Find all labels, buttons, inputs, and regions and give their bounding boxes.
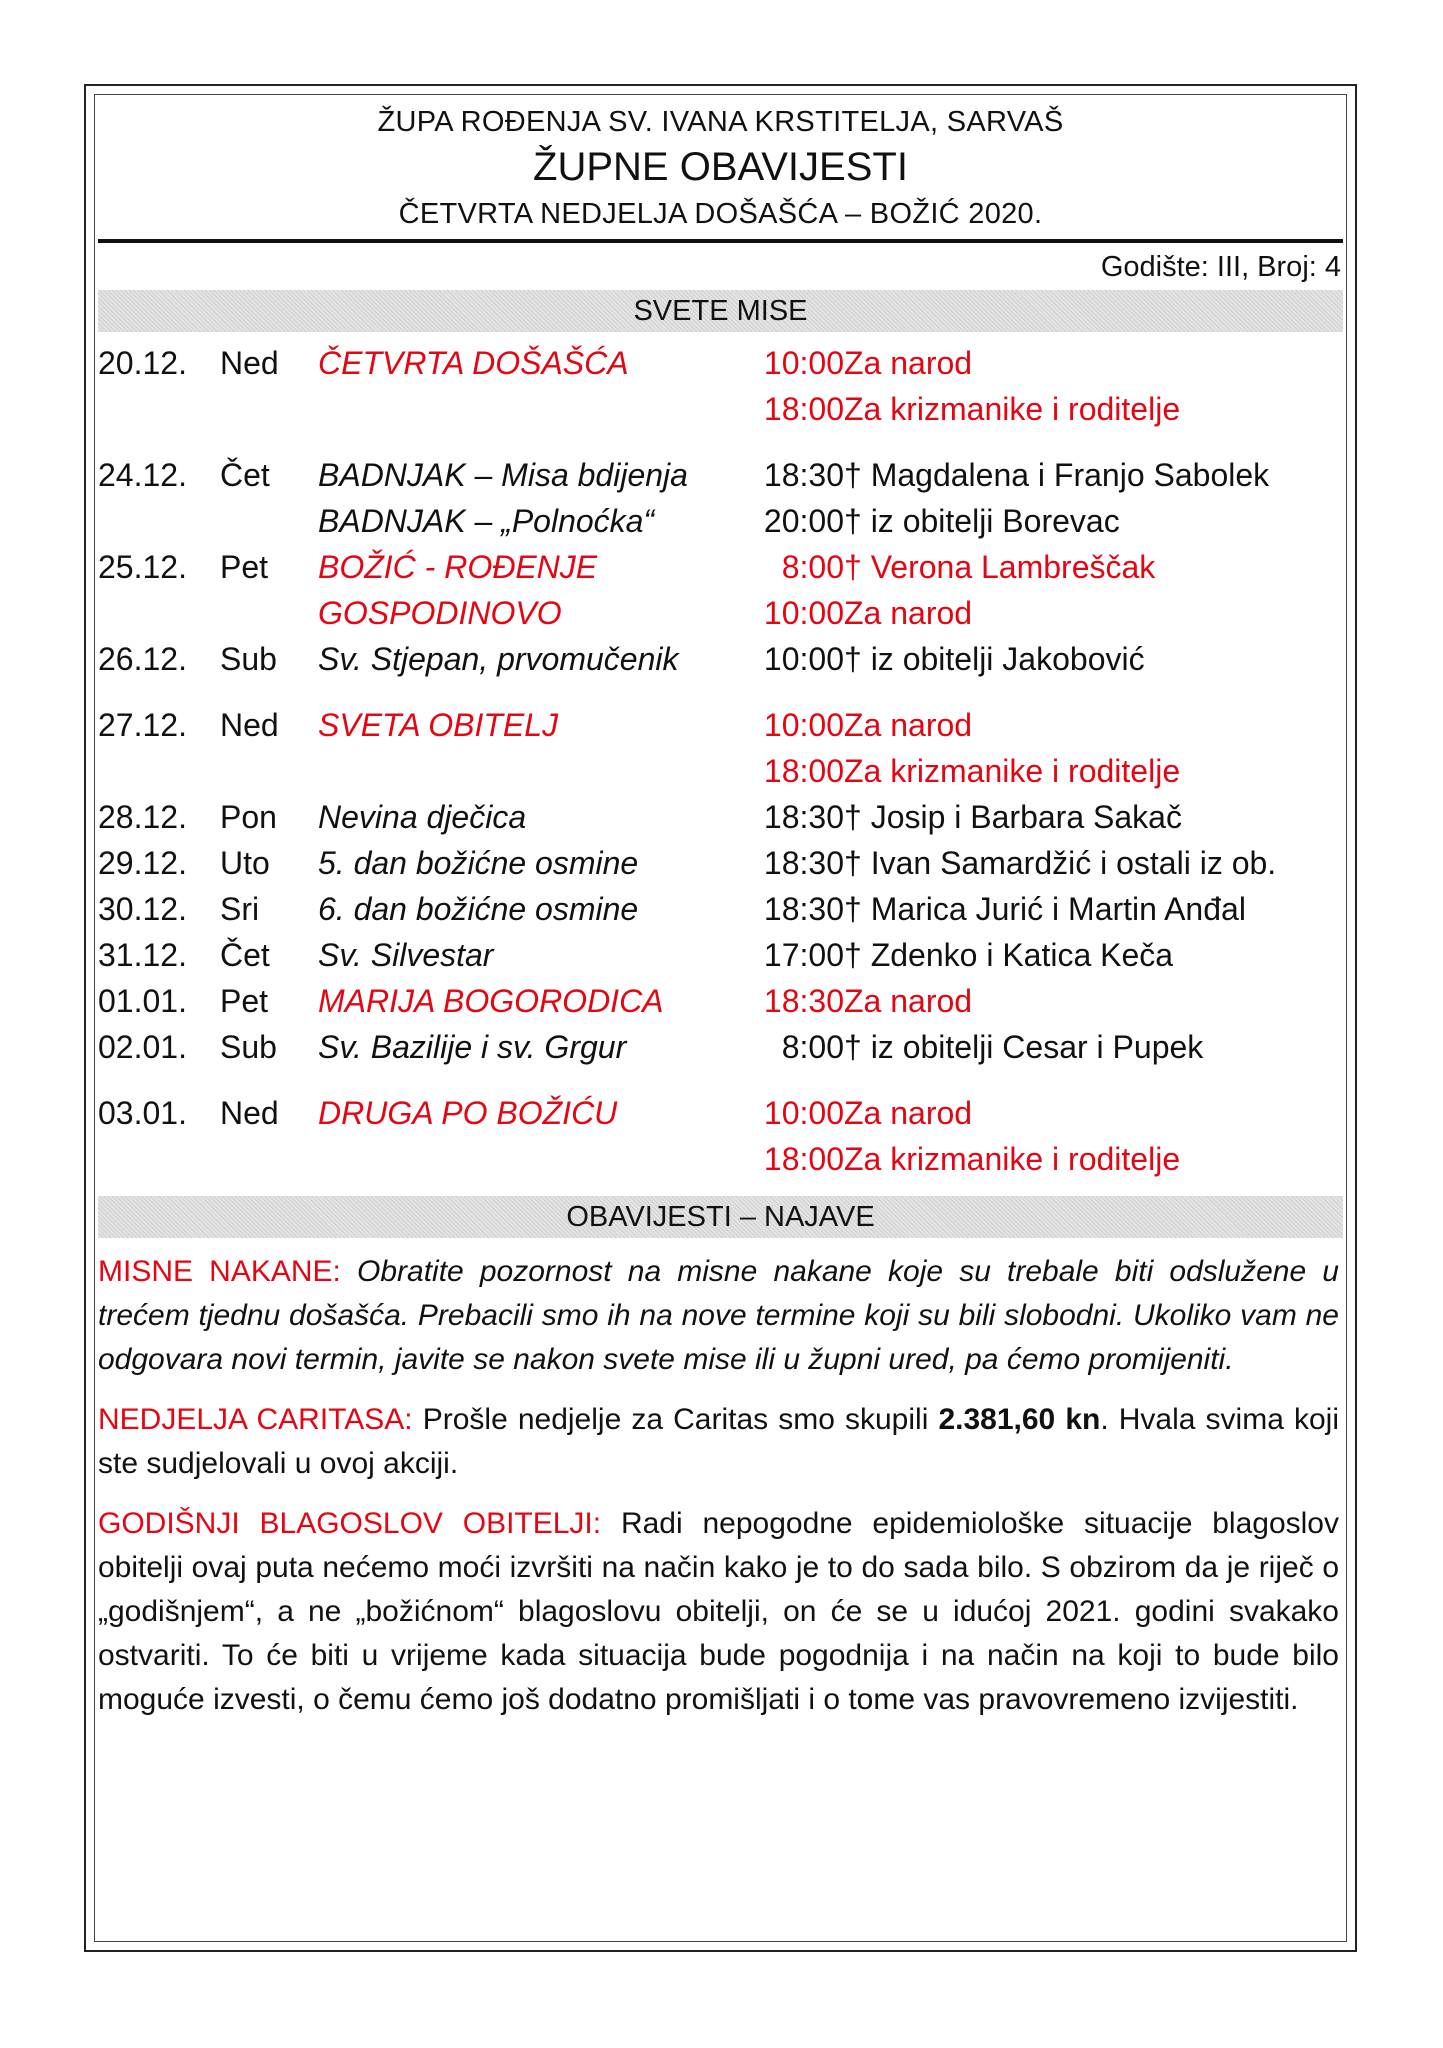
- mass-intention: † iz obitelji Borevac: [844, 502, 1120, 539]
- mass-intention: Za narod: [844, 344, 973, 381]
- mass-date: 27.12.: [98, 706, 187, 743]
- mass-intention: † Marica Jurić i Martin Anđal: [844, 890, 1246, 927]
- mass-day: Pet: [220, 982, 269, 1019]
- mass-row: [98, 1024, 1343, 1070]
- mass-intention: † iz obitelji Cesar i Pupek: [844, 1028, 1204, 1065]
- mass-row: [98, 1090, 1343, 1136]
- notice-caritas: [98, 1398, 1339, 1486]
- notice-text: Radi nepogodne epidemiološke situacije blagoslov obitelji ovaj puta nećemo moći izvršiti na način kako je to do sada bilo. S obzirom da je riječ o „godišnjem“, a ne „božićnom“ blagoslovu obitelji, on će se u idućoj 2021. godini svakako ostvariti. To će biti u vrijeme kada situacija bude pogodnija i na način na koji to bude bilo moguće izvesti, o čemu ćemo još dodatno promišljati i o tome vas pravovremeno izvijestiti.: [98, 1507, 1339, 1716]
- row-spacer: [98, 1070, 1343, 1090]
- mass-day: Sub: [220, 1028, 277, 1065]
- mass-date: [98, 498, 220, 544]
- mass-time: 18:30: [763, 890, 844, 927]
- notice-label: NEDJELJA CARITASA:: [98, 1403, 413, 1436]
- mass-feast: Nevina dječica: [318, 798, 527, 835]
- mass-row: [98, 498, 1343, 544]
- issue-number: Godište: III, Broj: 4: [1100, 251, 1341, 283]
- mass-date: [98, 386, 220, 432]
- row-spacer: [98, 682, 1343, 702]
- mass-feast: 5. dan božićne osmine: [318, 844, 639, 881]
- mass-day: Ned: [220, 344, 279, 381]
- mass-feast: Sv. Bazilije i sv. Grgur: [318, 1028, 627, 1065]
- mass-row: [98, 886, 1343, 932]
- mass-day: [220, 748, 318, 794]
- mass-feast: BADNJAK – Misa bdijenja: [318, 456, 688, 493]
- mass-date: [98, 748, 220, 794]
- mass-date: 02.01.: [98, 1028, 187, 1065]
- mass-day: [220, 386, 318, 432]
- mass-row: [98, 544, 1343, 590]
- mass-time: 10:00: [763, 1094, 844, 1131]
- mass-intention: Za krizmanike i roditelje: [844, 752, 1181, 789]
- mass-date: 20.12.: [98, 344, 187, 381]
- mass-feast: [318, 1136, 730, 1182]
- mass-day: Ned: [220, 706, 279, 743]
- mass-date: 25.12.: [98, 548, 187, 585]
- mass-row: [98, 932, 1343, 978]
- mass-day: Ned: [220, 1094, 279, 1131]
- mass-day: Pon: [220, 798, 277, 835]
- mass-feast: GOSPODINOVO: [318, 594, 562, 631]
- mass-date: 24.12.: [98, 456, 187, 493]
- mass-intention: † Josip i Barbara Sakač: [844, 798, 1182, 835]
- mass-time: 18:00: [763, 1140, 844, 1177]
- notice-mass-intentions: [98, 1250, 1339, 1382]
- mass-intention: Za krizmanike i roditelje: [844, 1140, 1181, 1177]
- mass-feast: SVETA OBITELJ: [318, 706, 559, 743]
- notice-label: GODIŠNJI BLAGOSLOV OBITELJI:: [98, 1507, 602, 1540]
- section-header-masses: SVETE MISE: [98, 290, 1343, 332]
- mass-time: 18:30: [763, 844, 844, 881]
- mass-row: [98, 636, 1343, 682]
- mass-day: [220, 590, 318, 636]
- mass-time: 17:00: [763, 936, 844, 973]
- mass-day: Čet: [220, 936, 270, 973]
- mass-feast: [318, 748, 730, 794]
- mass-row: [98, 590, 1343, 636]
- mass-feast: [318, 386, 730, 432]
- mass-date: 31.12.: [98, 936, 187, 973]
- mass-date: 29.12.: [98, 844, 187, 881]
- parish-name: ŽUPA ROĐENJA SV. IVANA KRSTITELJA, SARVAŠ: [377, 106, 1064, 138]
- mass-feast: Sv. Stjepan, prvomučenik: [318, 640, 679, 677]
- notice-text: Prošle nedjelje za Caritas smo skupili: [422, 1403, 929, 1436]
- header-divider: [98, 239, 1343, 243]
- notice-label: MISNE NAKANE:: [98, 1255, 341, 1288]
- mass-intention: † Zdenko i Katica Keča: [844, 936, 1174, 973]
- mass-feast: MARIJA BOGORODICA: [318, 982, 664, 1019]
- notices-body: [98, 1250, 1343, 1722]
- mass-row: [98, 748, 1343, 794]
- mass-row: [98, 794, 1343, 840]
- mass-date: 30.12.: [98, 890, 187, 927]
- mass-intention: Za narod: [844, 706, 973, 743]
- mass-time: 18:30: [763, 456, 844, 493]
- mass-intention: Za narod: [844, 982, 973, 1019]
- page-title: ŽUPNE OBAVIJESTI: [533, 145, 908, 189]
- mass-intention: † Verona Lambreščak: [844, 548, 1156, 585]
- mass-time: 10:00: [763, 594, 844, 631]
- mass-row: [98, 340, 1343, 386]
- mass-day: Sub: [220, 640, 277, 677]
- mass-time: 18:00: [763, 752, 844, 789]
- bulletin-content: [98, 98, 1343, 1738]
- notice-family-blessing: [98, 1502, 1339, 1722]
- mass-day: Čet: [220, 456, 270, 493]
- mass-row: [98, 702, 1343, 748]
- mass-time: 10:00: [763, 706, 844, 743]
- mass-time: 8:00: [781, 548, 844, 585]
- mass-row: [98, 386, 1343, 432]
- mass-schedule-table: [98, 340, 1343, 1182]
- mass-row: [98, 452, 1343, 498]
- mass-day: [220, 1136, 318, 1182]
- mass-time: 18:30: [763, 982, 844, 1019]
- mass-intention: † iz obitelji Jakobović: [844, 640, 1145, 677]
- notice-text: Obratite pozornost na misne nakane koje su trebale biti odslužene u trećem tjednu došašća. Prebacili smo ih na nove termine koji su bili slobodni. Ukoliko vam ne odgovara novi termin, javite se nakon svete mise ili u župni ured, pa ćemo promijeniti.: [98, 1255, 1339, 1376]
- mass-feast: Sv. Silvestar: [318, 936, 494, 973]
- mass-feast: 6. dan božićne osmine: [318, 890, 639, 927]
- mass-date: 26.12.: [98, 640, 187, 677]
- page-subtitle: ČETVRTA NEDJELJA DOŠAŠĆA – BOŽIĆ 2020.: [398, 198, 1043, 230]
- mass-time: 10:00: [763, 344, 844, 381]
- mass-day: Pet: [220, 548, 269, 585]
- notice-text: . Hvala svima koji ste sudjelovali u ovoj akciji.: [98, 1403, 1339, 1480]
- mass-intention: Za narod: [844, 594, 973, 631]
- row-spacer: [98, 432, 1343, 452]
- caritas-amount: 2.381,60 kn: [938, 1403, 1101, 1436]
- mass-time: 8:00: [781, 1028, 844, 1065]
- mass-intention: † Ivan Samardžić i ostali iz ob.: [844, 844, 1277, 881]
- mass-time: 10:00: [763, 640, 844, 677]
- section-header-notices: OBAVIJESTI – NAJAVE: [98, 1196, 1343, 1238]
- mass-date: 01.01.: [98, 982, 187, 1019]
- mass-date: 03.01.: [98, 1094, 187, 1131]
- mass-time: 18:00: [763, 390, 844, 427]
- mass-feast: BOŽIĆ - ROĐENJE: [318, 548, 598, 585]
- mass-row: [98, 978, 1343, 1024]
- mass-time: 20:00: [763, 502, 844, 539]
- mass-day: [220, 498, 318, 544]
- mass-time: 18:30: [763, 798, 844, 835]
- mass-date: [98, 1136, 220, 1182]
- mass-intention: Za krizmanike i roditelje: [844, 390, 1181, 427]
- mass-date: 28.12.: [98, 798, 187, 835]
- mass-day: Sri: [220, 890, 260, 927]
- mass-row: [98, 1136, 1343, 1182]
- mass-feast: BADNJAK – „Polnoćka“: [318, 502, 655, 539]
- mass-date: [98, 590, 220, 636]
- mass-feast: DRUGA PO BOŽIĆU: [318, 1094, 618, 1131]
- mass-intention: Za narod: [844, 1094, 973, 1131]
- mass-row: [98, 840, 1343, 886]
- mass-intention: † Magdalena i Franjo Sabolek: [844, 456, 1270, 493]
- mass-day: Uto: [220, 844, 270, 881]
- mass-feast: ČETVRTA DOŠAŠĆA: [318, 344, 629, 381]
